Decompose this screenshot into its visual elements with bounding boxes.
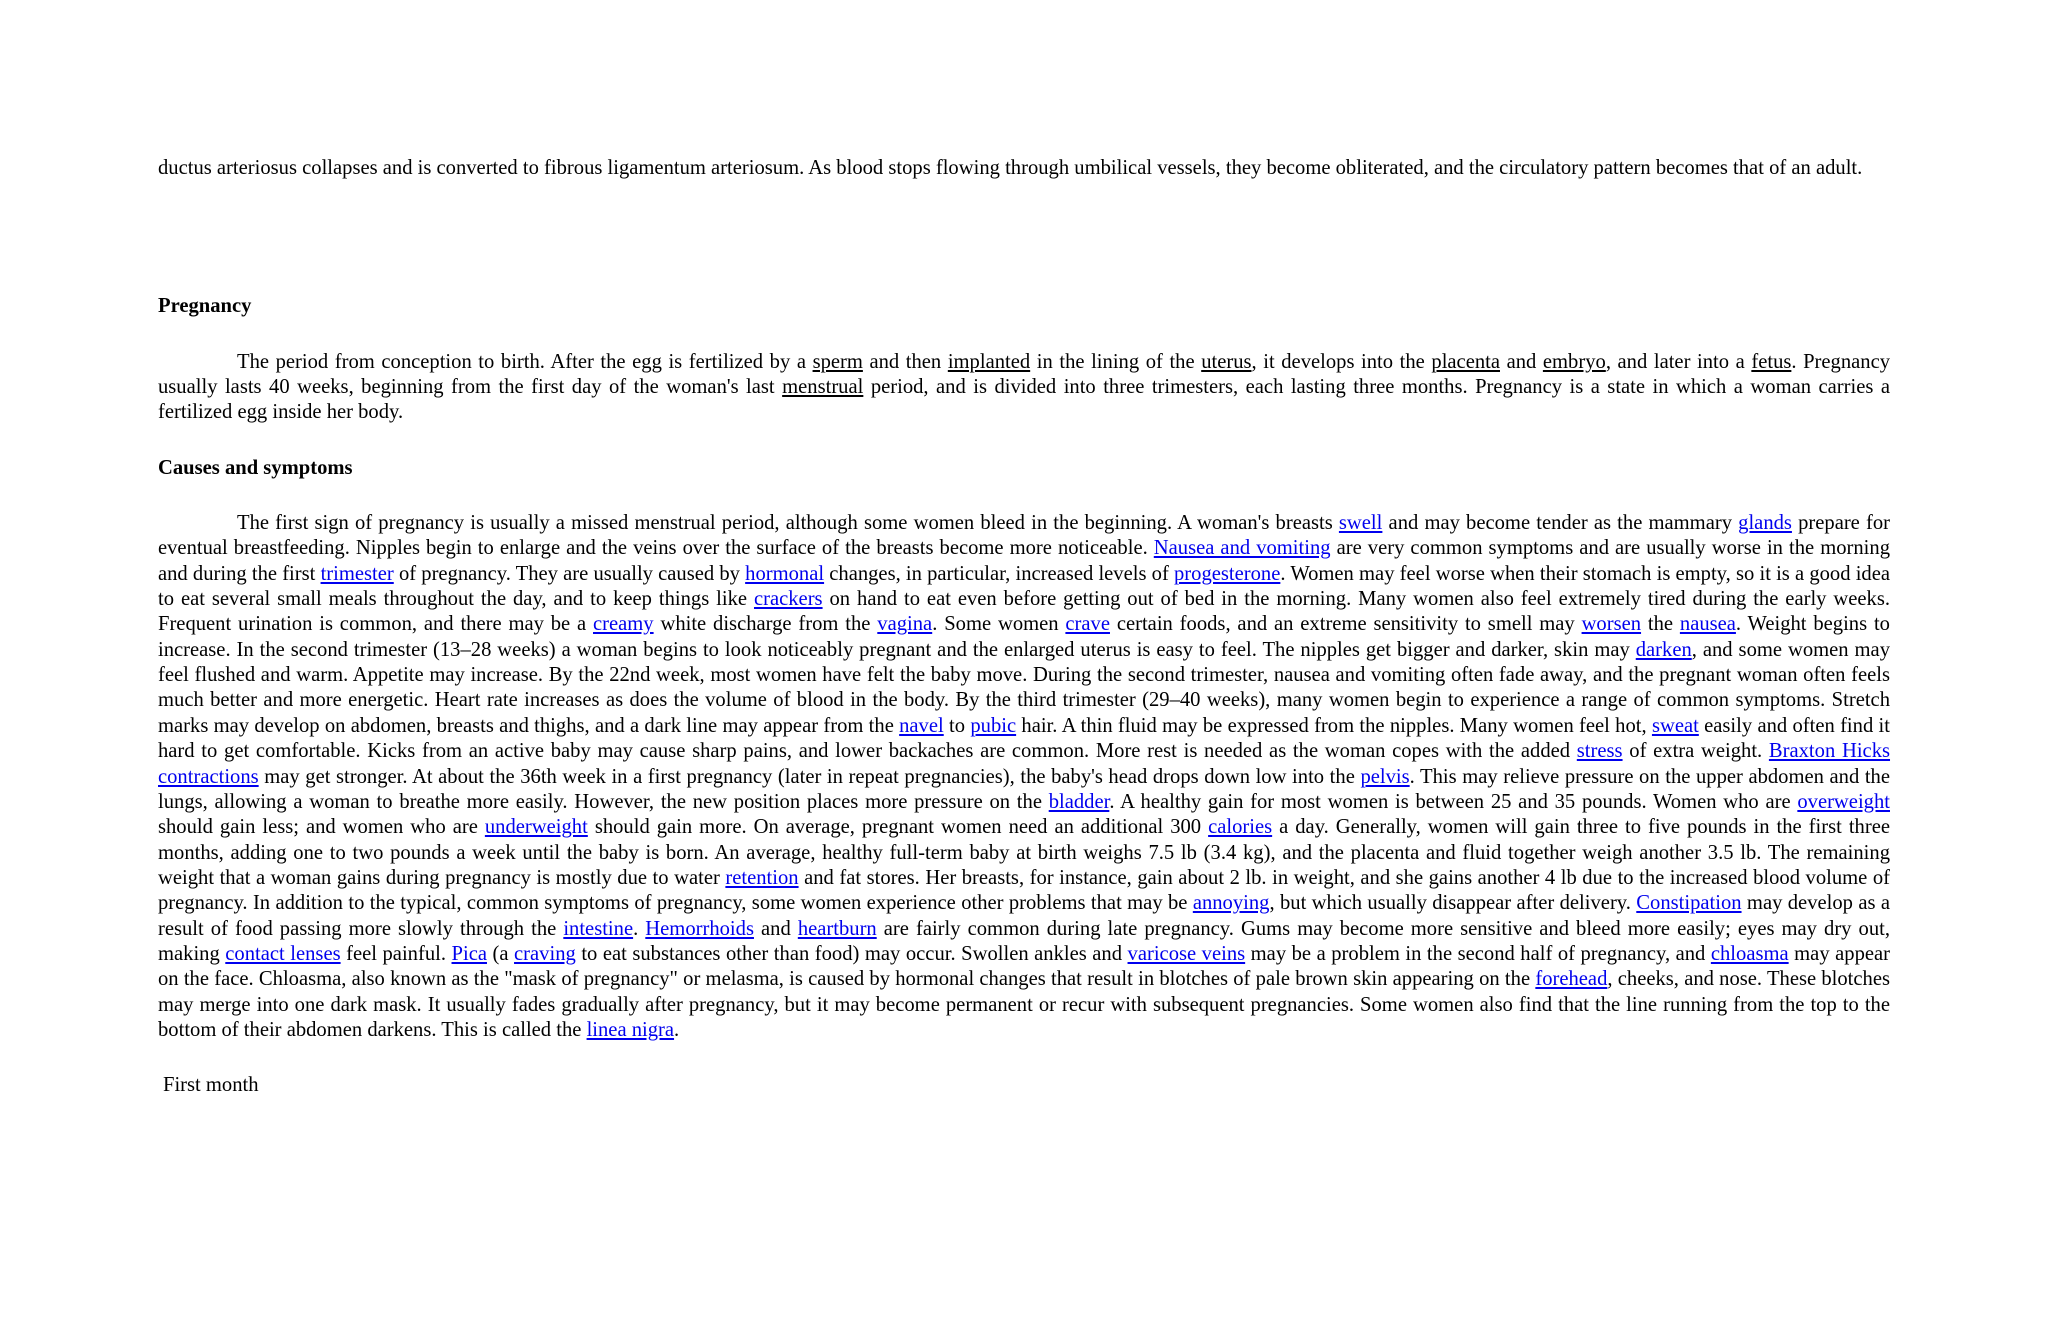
text-run: may get stronger. At about the 36th week in a first pregnancy (later in repeat pregnancies), the baby's head drops down low into the (258, 765, 1361, 788)
text-run: of pregnancy. They are usually caused by (393, 562, 746, 585)
link-constipation[interactable]: Constipation (1636, 892, 1742, 915)
text-run: , and some women may feel flushed and warm. Appetite may increase. By the 22nd week, most women have felt the baby move. During the second trimester, nausea and vomiting often fade away, and the pregnant woman often feels much better and more energetic. Heart rate increases as does the volume of blood in the body. By the third trimester (29–40 weeks), many women begin to experience a range of common symptoms. Stretch marks may develop on abdomen, breasts and thighs, and a dark line may appear from the (158, 638, 1890, 737)
link-nausea-and-vomiting[interactable]: Nausea and vomiting (1153, 537, 1331, 560)
link-chloasma[interactable]: chloasma (1710, 942, 1789, 965)
link-pica[interactable]: Pica (451, 942, 487, 965)
text-run: and then (862, 350, 948, 373)
text-run: may appear on the face. Chloasma, also known as the "mask of pregnancy" or melasma, is caused by hormonal changes that result in blotches of pale brown skin appearing on the (158, 942, 1891, 991)
link-menstrual[interactable]: menstrual (782, 376, 864, 399)
text-run: a day. Generally, women will gain three to five pounds in the first three months, adding one to two pounds a week until the baby is born. An average, healthy full-term baby at birth weighs 7.5 lb (3.4 kg), and the placenta and fluid together weigh another 3.5 lb. The remaining weight that a woman gains during pregnancy is mostly due to water (158, 816, 1890, 889)
link-heartburn[interactable]: heartburn (797, 917, 877, 940)
intro-paragraph: ductus arteriosus collapses and is converted to fibrous ligamentum arteriosum. As blood stops flowing through umbilical vessels, they become obliterated, and the circulatory pattern becomes that of an adult. (158, 157, 1863, 179)
text-run: prepare for eventual breastfeeding. Nipples begin to enlarge and the veins over the surface of the breasts become more noticeable. (158, 512, 1890, 560)
link-retention[interactable]: retention (725, 866, 799, 889)
text-run: should gain more. On average, pregnant women need an additional 300 (587, 816, 1209, 839)
link-contact-lenses[interactable]: contact lenses (225, 942, 341, 965)
text-run: and may become tender as the mammary (1382, 512, 1739, 535)
link-worsen[interactable]: worsen (1581, 613, 1642, 636)
text-run: should gain less; and women who are (158, 816, 485, 839)
text-run: in the lining of the (1030, 350, 1202, 373)
link-nausea[interactable]: nausea (1679, 613, 1736, 636)
link-pubic[interactable]: pubic (970, 714, 1017, 737)
link-navel[interactable]: navel (899, 714, 944, 737)
link-progesterone[interactable]: progesterone (1174, 562, 1281, 585)
text-run: and (753, 917, 798, 940)
text-run: . Pregnancy usually lasts 40 weeks, beginning from the first day of the woman's last (158, 350, 1891, 399)
link-embryo[interactable]: embryo (1542, 350, 1606, 373)
link-placenta[interactable]: placenta (1431, 350, 1500, 373)
pregnancy-heading: Pregnancy (158, 295, 252, 318)
causes-symptoms-paragraph (158, 511, 1890, 1043)
text-run: . A healthy gain for most women is between 25 and 35 pounds. Women who are (1109, 790, 1798, 813)
link-bladder[interactable]: bladder (1048, 790, 1110, 813)
text-run: , and later into a (1605, 350, 1752, 373)
link-sperm[interactable]: sperm (812, 350, 863, 373)
link-crave[interactable]: crave (1065, 613, 1110, 636)
text-run: . (674, 1018, 680, 1041)
link-trimester[interactable]: trimester (320, 562, 394, 585)
text-run: and (1500, 350, 1543, 373)
link-intestine[interactable]: intestine (563, 917, 634, 940)
link-vagina[interactable]: vagina (877, 613, 933, 636)
text-run: the (1641, 613, 1680, 636)
link-implanted[interactable]: implanted (947, 350, 1031, 373)
text-run: The period from conception to birth. After the egg is fertilized by a (237, 350, 813, 373)
link-linea-nigra[interactable]: linea nigra (586, 1018, 675, 1041)
text-run: . Weight begins to increase. In the second trimester (13–28 weeks) a woman begins to look noticeably pregnant and the enlarged uterus is easy to feel. The nipples get bigger and darker, skin may (158, 613, 1890, 661)
document-page (158, 156, 1890, 1099)
link-annoying[interactable]: annoying (1192, 892, 1270, 915)
link-glands[interactable]: glands (1738, 512, 1792, 535)
text-run: are very common symptoms and are usually worse in the morning and during the first (158, 537, 1890, 585)
first-month-subheading: First month (163, 1074, 259, 1097)
text-run: on hand to eat even before getting out of bed in the morning. Many women also feel extremely tired during the early weeks. Frequent urination is common, and there may be a (158, 588, 1890, 636)
text-run: , it develops into the (1251, 350, 1432, 373)
link-craving[interactable]: craving (514, 942, 576, 965)
link-uterus[interactable]: uterus (1201, 350, 1252, 373)
link-braxton-hicks-contractions[interactable]: Braxton Hicks contractions (158, 740, 1891, 788)
link-swell[interactable]: swell (1338, 512, 1383, 535)
text-run: . This may relieve pressure on the upper abdomen and the lungs, allowing a woman to breathe more easily. However, the new position places more pressure on the (158, 765, 1890, 813)
link-hormonal[interactable]: hormonal (745, 562, 825, 585)
text-run: certain foods, and an extreme sensitivity to smell may (1109, 613, 1582, 636)
text-run: easily and often find it hard to get comfortable. Kicks from an active baby may cause sharp pains, and lower backaches are common. More rest is needed as the woman copes with the added (158, 714, 1890, 763)
link-overweight[interactable]: overweight (1797, 790, 1890, 813)
text-run: period, and is divided into three trimesters, each lasting three months. Pregnancy is a state in which a woman carries a fertilized egg inside her body. (158, 376, 1890, 424)
text-run: , cheeks, and nose. These blotches may merge into one dark mask. It usually fades gradually after pregnancy, but it may become permanent or recur with subsequent pregnancies. Some women also find that the line running from the top to the bottom of their abdomen darkens. This is called the (158, 968, 1890, 1041)
text-run: . Some women (932, 613, 1066, 636)
link-crackers[interactable]: crackers (753, 588, 823, 611)
text-run: , but which usually disappear after delivery. (1269, 892, 1637, 915)
causes-symptoms-heading: Causes and symptoms (158, 456, 353, 479)
link-darken[interactable]: darken (1635, 638, 1692, 661)
link-fetus[interactable]: fetus (1751, 350, 1792, 373)
pregnancy-paragraph (158, 350, 1890, 426)
link-calories[interactable]: calories (1208, 816, 1273, 839)
text-run: (a (486, 942, 515, 965)
text-run: . (633, 917, 646, 940)
text-run: may develop as a result of food passing more slowly through the (158, 892, 1890, 940)
text-run: white discharge from the (653, 613, 878, 636)
text-run: of extra weight. (1622, 740, 1769, 763)
link-forehead[interactable]: forehead (1535, 968, 1608, 991)
text-run: changes, in particular, increased levels of (824, 562, 1174, 585)
text-run: may be a problem in the second half of pregnancy, and (1245, 942, 1711, 965)
text-run: The first sign of pregnancy is usually a missed menstrual period, although some women bleed in the beginning. A woman's breasts (237, 512, 1339, 535)
link-creamy[interactable]: creamy (593, 613, 654, 636)
text-run: feel painful. (340, 942, 452, 965)
link-underweight[interactable]: underweight (484, 816, 588, 839)
text-run: . Women may feel worse when their stomach is empty, so it is a good idea to eat several small meals throughout the day, and to keep things like (158, 562, 1890, 611)
text-run: hair. A thin fluid may be expressed from the nipples. Many women feel hot, (1016, 714, 1652, 737)
link-varicose-veins[interactable]: varicose veins (1127, 942, 1246, 965)
link-hemorrhoids[interactable]: Hemorrhoids (645, 917, 754, 940)
text-run: to eat substances other than food) may occur. Swollen ankles and (575, 942, 1128, 965)
link-pelvis[interactable]: pelvis (1360, 765, 1410, 788)
link-stress[interactable]: stress (1576, 740, 1623, 763)
link-sweat[interactable]: sweat (1651, 714, 1699, 737)
text-run: and fat stores. Her breasts, for instance, gain about 2 lb. in weight, and she gains another 4 lb due to the increased blood volume of pregnancy. In addition to the typical, common symptoms of pregnancy, some women experience other problems that may be (158, 866, 1890, 915)
text-run: are fairly common during late pregnancy. Gums may become more sensitive and bleed more easily; eyes may dry out, making (158, 917, 1890, 965)
text-run: to (943, 714, 971, 737)
